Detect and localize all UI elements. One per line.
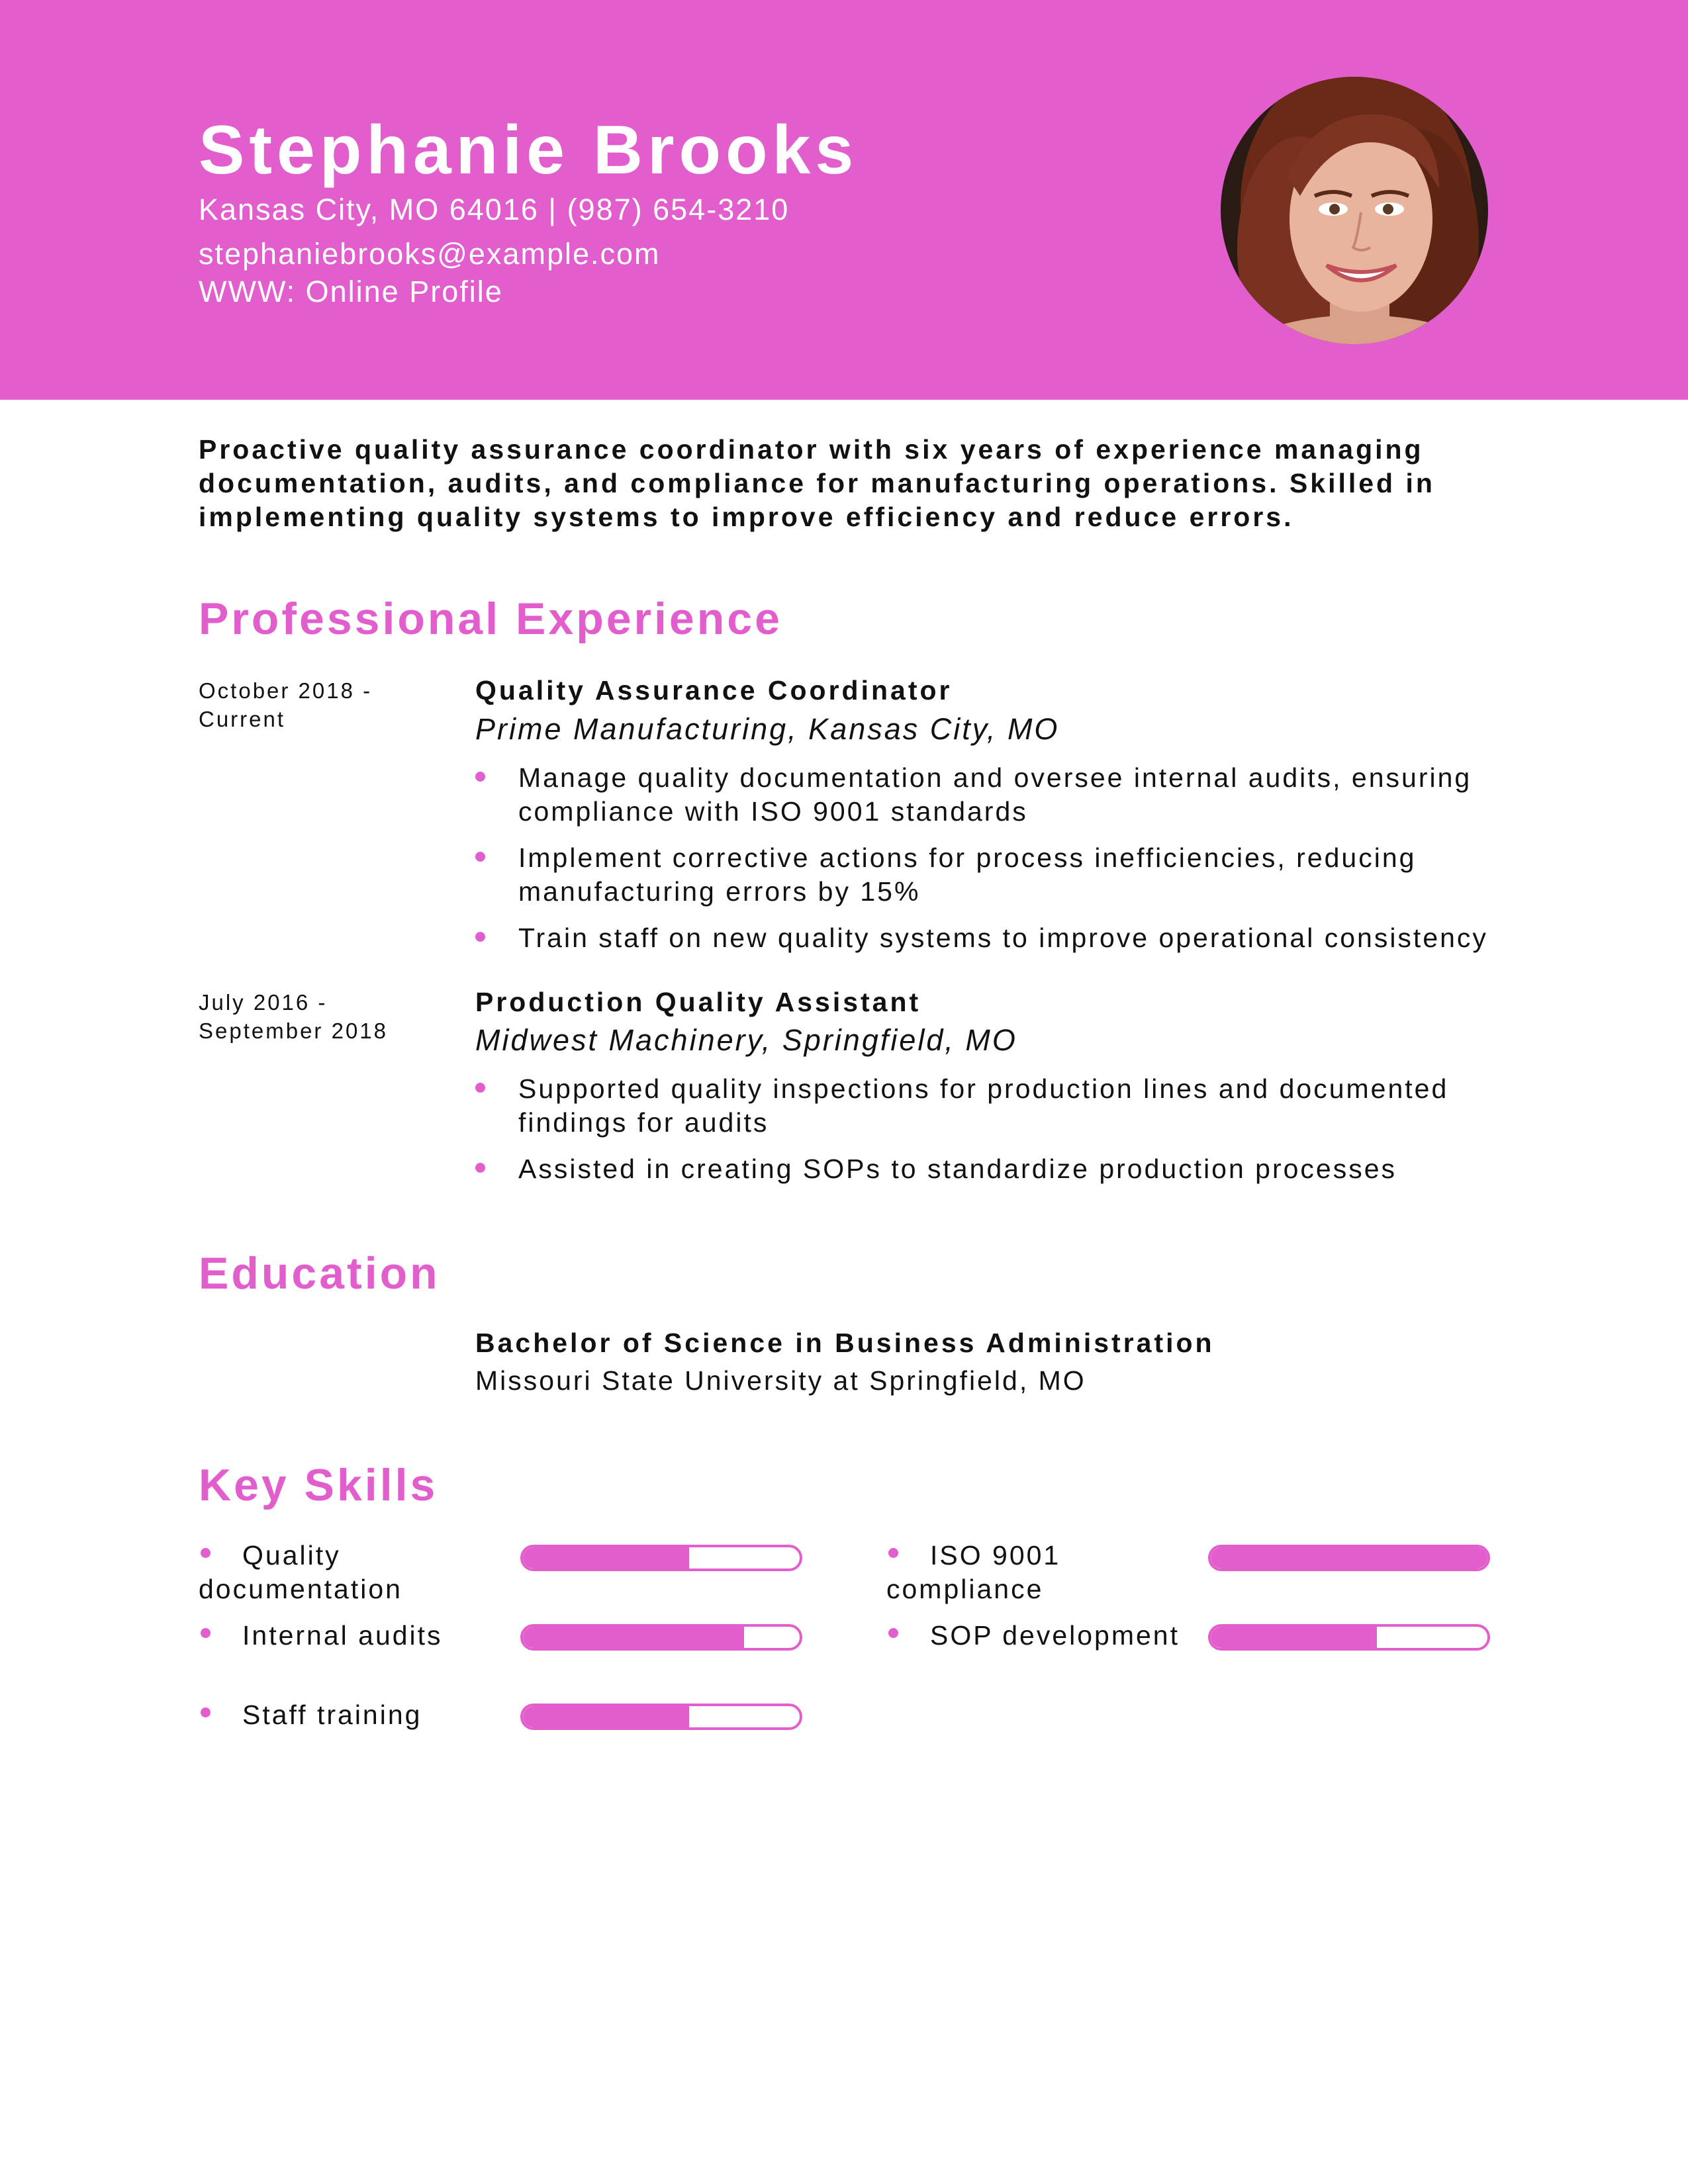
education-section-title: Education <box>199 1248 440 1298</box>
skill-level-bar <box>1208 1545 1490 1571</box>
job-bullets <box>475 1072 1508 1199</box>
profile-photo <box>1221 77 1488 344</box>
bullet-text: Assisted in creating SOPs to standardize production processes <box>518 1154 1397 1184</box>
bullet-text: Manage quality documentation and oversee internal audits, ensuring compliance with ISO 9001 standards <box>518 762 1472 827</box>
professional-summary: Proactive quality assurance coordinator with six years of experience managing documentation, audits, and compliance for manufacturing operations. Skilled in implementing quality systems to improve efficiency and reduce errors. <box>199 434 1435 532</box>
skill-label-text: SOP development <box>930 1620 1180 1651</box>
bullet-text: Supported quality inspections for production lines and documented findings for audits <box>518 1073 1449 1138</box>
location-phone: Kansas City, MO 64016 | (987) 654-3210 <box>199 193 790 226</box>
skill-label <box>199 1539 510 1606</box>
job-company: Prime Manufacturing, Kansas City, MO <box>475 712 1060 746</box>
list-item <box>475 1152 1508 1186</box>
school-name: Missouri State University at Springfield, MO <box>475 1365 1086 1396</box>
profile-photo-portrait <box>1221 77 1488 344</box>
bullet-icon <box>475 1083 485 1093</box>
skill-label <box>886 1619 1197 1653</box>
bullet-icon <box>475 1163 485 1173</box>
skill-item <box>199 1698 510 1732</box>
bullet-icon <box>475 932 485 942</box>
skill-item <box>886 1619 1197 1653</box>
bullet-icon <box>888 1548 898 1558</box>
experience-section-title: Professional Experience <box>199 594 782 644</box>
job-title: Quality Assurance Coordinator <box>475 675 953 705</box>
bullet-text: Train staff on new quality systems to improve operational consistency <box>518 923 1488 953</box>
skill-level-fill <box>523 1547 689 1569</box>
list-item <box>475 921 1508 955</box>
bullet-text: Implement corrective actions for process inefficiencies, reducing manufacturing errors by 15% <box>518 842 1417 907</box>
skill-label <box>886 1539 1197 1606</box>
bullet-icon <box>475 772 485 782</box>
skill-level-bar <box>520 1704 802 1730</box>
skill-label <box>199 1698 510 1732</box>
skill-label-text: Quality documentation <box>199 1540 402 1604</box>
skill-level-fill <box>523 1706 689 1727</box>
skill-label-text: ISO 9001 compliance <box>886 1540 1061 1604</box>
skill-item <box>199 1619 510 1653</box>
online-profile-link[interactable]: WWW: Online Profile <box>199 275 503 308</box>
list-item <box>475 761 1508 829</box>
resume-header <box>0 0 1688 400</box>
skill-level-bar <box>520 1624 802 1651</box>
bullet-icon <box>888 1628 898 1638</box>
email-link[interactable]: stephaniebrooks@example.com <box>199 237 661 271</box>
skill-item <box>886 1539 1197 1606</box>
degree-name: Bachelor of Science in Business Administration <box>475 1328 1215 1358</box>
list-item <box>475 841 1508 909</box>
skill-level-bar <box>1208 1624 1490 1651</box>
skill-label-text: Internal audits <box>242 1620 443 1651</box>
skill-level-fill <box>523 1627 744 1648</box>
skill-level-fill <box>1211 1627 1377 1648</box>
candidate-name: Stephanie Brooks <box>199 112 859 189</box>
bullet-icon <box>201 1628 211 1638</box>
job-date: October 2018 - Current <box>199 678 373 731</box>
bullet-icon <box>201 1548 211 1558</box>
skill-level-fill <box>1211 1547 1487 1569</box>
job-bullets <box>475 761 1508 968</box>
bullet-icon <box>201 1707 211 1717</box>
list-item <box>475 1072 1508 1140</box>
job-title: Production Quality Assistant <box>475 987 921 1017</box>
skill-item <box>199 1539 510 1606</box>
job-company: Midwest Machinery, Springfield, MO <box>475 1023 1017 1057</box>
skill-label <box>199 1619 510 1653</box>
skill-level-bar <box>520 1545 802 1571</box>
skill-label-text: Staff training <box>242 1700 422 1730</box>
job-date: July 2016 - September 2018 <box>199 990 389 1043</box>
bullet-icon <box>475 852 485 862</box>
skills-section-title: Key Skills <box>199 1460 438 1510</box>
